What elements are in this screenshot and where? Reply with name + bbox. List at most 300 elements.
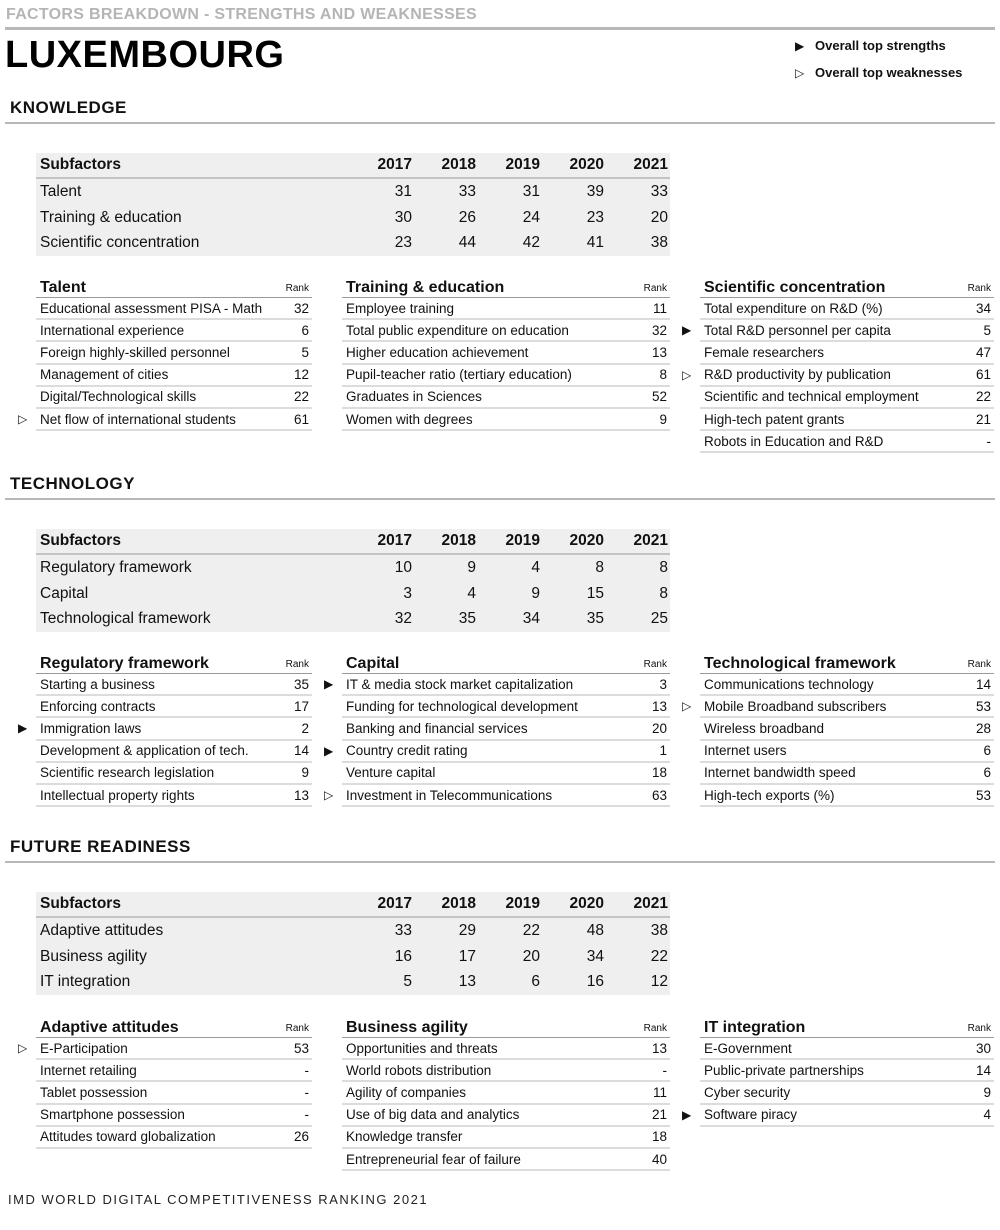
criteria-label: Higher education achievement [346, 344, 529, 360]
criteria-table-capital [324, 650, 670, 807]
criteria-row [36, 1105, 312, 1127]
criteria-row [700, 409, 994, 431]
legend-strength-label: Overall top strengths [815, 38, 946, 53]
weakness-marker-icon: ▷ [682, 699, 692, 714]
criteria-row [700, 298, 994, 320]
criteria-rank: 17 [293, 698, 309, 714]
strength-marker-icon: ▶ [324, 677, 334, 691]
report-label: FACTORS BREAKDOWN - STRENGTHS AND WEAKNESSES [6, 6, 477, 23]
subfactor-rank: 8 [659, 558, 668, 576]
subfactors-header-row [36, 153, 670, 179]
subfactor-rank: 24 [522, 208, 540, 226]
criteria-label: Communications technology [704, 676, 874, 692]
subfactor-rank: 22 [522, 921, 540, 939]
subfactor-name: Training & education [40, 208, 182, 226]
subfactors-header-row [36, 892, 670, 918]
criteria-label: Net flow of international students [40, 411, 236, 427]
criteria-header [700, 274, 994, 298]
rank-header: Rank [285, 1023, 309, 1034]
criteria-title: Capital [346, 655, 400, 672]
criteria-row [18, 718, 312, 740]
criteria-header [36, 274, 312, 298]
subfactor-rank: 33 [394, 921, 412, 939]
subfactor-rank: 30 [394, 208, 412, 226]
criteria-row [36, 320, 312, 342]
criteria-label: Immigration laws [40, 720, 142, 736]
subfactor-rank: 38 [650, 234, 668, 252]
criteria-rank: 32 [293, 300, 309, 316]
criteria-row [36, 763, 312, 785]
criteria-label: R&D productivity by publication [704, 367, 891, 383]
rank-header: Rank [643, 659, 667, 670]
criteria-label: Development & application of tech. [40, 743, 249, 759]
criteria-row [36, 1127, 312, 1149]
subfactor-row [36, 581, 670, 607]
subfactor-rank: 8 [659, 584, 668, 602]
criteria-row [342, 1038, 670, 1060]
subfactor-rank: 16 [394, 947, 412, 965]
criteria-label: Scientific and technical employment [704, 389, 919, 405]
criteria-row [324, 674, 670, 696]
year-header: 2018 [441, 895, 476, 912]
criteria-rank: 47 [975, 344, 991, 360]
legend-weaknesses [795, 65, 962, 80]
criteria-rank: 26 [293, 1129, 309, 1145]
strength-marker-icon: ▶ [18, 721, 28, 736]
subfactor-rank: 33 [650, 182, 668, 200]
criteria-row [342, 387, 670, 409]
criteria-rank: 3 [659, 676, 667, 692]
criteria-row [700, 718, 994, 740]
criteria-row [682, 1105, 994, 1127]
criteria-rank: 28 [975, 720, 991, 736]
criteria-table-talent [18, 274, 312, 431]
criteria-row [342, 763, 670, 785]
year-header: 2019 [505, 532, 540, 549]
criteria-rank: 11 [652, 1084, 667, 1100]
subfactor-rank: 39 [586, 182, 604, 200]
legend-weakness-label: Overall top weaknesses [815, 65, 963, 80]
criteria-row [36, 298, 312, 320]
criteria-label: Women with degrees [346, 411, 473, 427]
criteria-label: Foreign highly-skilled personnel [40, 344, 230, 360]
criteria-rank: 9 [983, 1084, 991, 1100]
criteria-row [342, 696, 670, 718]
criteria-row [700, 387, 994, 409]
weakness-marker-icon: ▷ [682, 367, 692, 382]
subfactor-rank: 34 [522, 610, 540, 628]
criteria-rank: 13 [651, 344, 667, 360]
criteria-table-training-education [342, 274, 670, 431]
criteria-row [700, 1060, 994, 1082]
subfactor-name: Regulatory framework [40, 558, 192, 576]
criteria-rank: - [304, 1084, 309, 1100]
page-title: LUXEMBOURG [5, 34, 285, 76]
criteria-rank: 14 [975, 1062, 991, 1078]
subfactor-rank: 35 [586, 610, 604, 628]
weakness-marker-icon: ▷ [795, 66, 805, 80]
subfactor-name: Capital [40, 584, 89, 602]
criteria-title: Adaptive attitudes [40, 1019, 179, 1036]
subfactor-name: Scientific concentration [40, 234, 200, 252]
subfactor-rank: 31 [394, 182, 412, 200]
criteria-label: Starting a business [40, 676, 155, 692]
subfactor-rank: 22 [650, 947, 668, 965]
year-header: 2021 [633, 895, 668, 912]
subfactors-header: Subfactors [40, 895, 121, 912]
criteria-row [36, 365, 312, 387]
subfactor-row [36, 969, 670, 995]
criteria-table-scientific-concentration [682, 274, 994, 453]
criteria-label: World robots distribution [346, 1062, 492, 1078]
criteria-header [342, 650, 670, 674]
criteria-row [342, 1127, 670, 1149]
subfactor-rank: 35 [458, 610, 476, 628]
criteria-label: Agility of companies [346, 1084, 467, 1100]
criteria-label: Tablet possession [40, 1084, 148, 1100]
criteria-label: Total public expenditure on education [346, 322, 569, 338]
criteria-label: Scientific research legislation [40, 765, 215, 781]
subfactor-rank: 8 [595, 558, 604, 576]
rank-header: Rank [285, 659, 309, 670]
criteria-rank: 13 [293, 787, 309, 803]
criteria-title: IT integration [704, 1019, 806, 1036]
criteria-table-business-agility [342, 1014, 670, 1171]
year-header: 2017 [377, 532, 412, 549]
subfactor-rank: 48 [586, 921, 604, 939]
subfactor-name: Adaptive attitudes [40, 921, 164, 939]
criteria-row [700, 1082, 994, 1104]
subfactors-table [36, 153, 670, 256]
criteria-table-it-integration [682, 1014, 994, 1127]
criteria-label: Attitudes toward globalization [40, 1129, 216, 1145]
subfactor-rank: 38 [650, 921, 668, 939]
year-header: 2021 [633, 156, 668, 173]
criteria-rank: 6 [983, 743, 991, 759]
criteria-header [36, 650, 312, 674]
criteria-header [700, 1014, 994, 1038]
subfactor-rank: 20 [522, 947, 540, 965]
subfactor-rank: 4 [531, 558, 540, 576]
section-title-future-readiness: FUTURE READINESS [10, 837, 191, 856]
criteria-label: Entrepreneurial fear of failure [346, 1151, 521, 1167]
subfactor-name: Talent [40, 182, 82, 200]
criteria-label: Management of cities [40, 367, 169, 383]
criteria-label: High-tech exports (%) [704, 787, 835, 803]
criteria-row [682, 365, 994, 387]
subfactors-table [36, 529, 670, 632]
criteria-label: Graduates in Sciences [346, 389, 482, 405]
rank-header: Rank [967, 659, 991, 670]
subfactor-rank: 31 [522, 182, 540, 200]
subfactors-table [36, 892, 670, 995]
weakness-marker-icon: ▷ [18, 1041, 28, 1055]
criteria-label: Software piracy [704, 1107, 798, 1123]
criteria-label: High-tech patent grants [704, 411, 845, 427]
criteria-rank: 61 [293, 411, 309, 427]
criteria-row [682, 696, 994, 718]
subfactor-rank: 23 [586, 208, 604, 226]
criteria-rank: 5 [983, 322, 991, 338]
rank-header: Rank [643, 283, 667, 294]
criteria-rank: 63 [651, 787, 667, 803]
criteria-row [700, 763, 994, 785]
criteria-row [36, 785, 312, 807]
section-title-technology: TECHNOLOGY [10, 474, 135, 493]
strength-marker-icon: ▶ [682, 323, 692, 338]
criteria-header [700, 650, 994, 674]
rank-header: Rank [967, 283, 991, 294]
subfactor-rank: 25 [650, 610, 668, 628]
section-divider [5, 122, 995, 124]
criteria-label: IT & media stock market capitalization [346, 676, 574, 692]
criteria-label: Banking and financial services [346, 720, 528, 736]
year-header: 2019 [505, 156, 540, 173]
criteria-row [36, 387, 312, 409]
strength-marker-icon: ▶ [795, 39, 805, 53]
criteria-rank: 22 [975, 389, 991, 405]
criteria-label: Public-private partnerships [704, 1062, 864, 1078]
criteria-label: Cyber security [704, 1084, 791, 1100]
criteria-rank: 53 [975, 787, 991, 803]
criteria-rank: 52 [651, 389, 667, 405]
criteria-row [700, 741, 994, 763]
criteria-row [700, 785, 994, 807]
criteria-label: Internet bandwidth speed [704, 765, 856, 781]
criteria-rank: 11 [652, 300, 667, 316]
criteria-label: Smartphone possession [40, 1107, 185, 1123]
subfactor-rank: 15 [586, 584, 604, 602]
year-header: 2017 [377, 895, 412, 912]
criteria-rank: 9 [659, 411, 667, 427]
section-divider [5, 861, 995, 863]
criteria-rank: 40 [651, 1151, 667, 1167]
criteria-row [36, 674, 312, 696]
criteria-header [342, 274, 670, 298]
criteria-row [36, 741, 312, 763]
subfactor-rank: 26 [458, 208, 476, 226]
criteria-rank: 12 [293, 367, 309, 383]
criteria-rank: 13 [651, 1040, 667, 1056]
criteria-row [18, 1038, 312, 1060]
criteria-rank: 21 [975, 411, 991, 427]
criteria-rank: 30 [975, 1040, 991, 1056]
subfactor-row [36, 205, 670, 231]
criteria-rank: 34 [975, 300, 991, 316]
criteria-title: Regulatory framework [40, 655, 209, 672]
criteria-label: Pupil-teacher ratio (tertiary education) [346, 367, 572, 383]
criteria-rank: 35 [293, 676, 309, 692]
criteria-rank: - [304, 1062, 309, 1078]
criteria-rank: - [304, 1107, 309, 1123]
subfactors-header: Subfactors [40, 156, 121, 173]
subfactor-rank: 16 [586, 973, 604, 991]
criteria-title: Training & education [346, 279, 505, 296]
subfactor-rank: 33 [458, 182, 476, 200]
criteria-label: E-Participation [40, 1040, 128, 1056]
criteria-label: Mobile Broadband subscribers [704, 698, 887, 714]
criteria-rank: - [986, 433, 991, 449]
subfactor-rank: 6 [531, 973, 540, 991]
criteria-rank: 61 [975, 367, 991, 383]
rank-header: Rank [967, 1023, 991, 1034]
rank-header: Rank [643, 1023, 667, 1034]
weakness-marker-icon: ▷ [18, 411, 28, 426]
criteria-label: Educational assessment PISA - Math [40, 300, 263, 316]
criteria-label: Enforcing contracts [40, 698, 156, 714]
criteria-header [342, 1014, 670, 1038]
subfactor-rank: 29 [458, 921, 476, 939]
subfactor-rank: 3 [403, 584, 412, 602]
criteria-rank: 6 [983, 765, 991, 781]
criteria-row [36, 1060, 312, 1082]
criteria-row [342, 409, 670, 431]
subfactor-rank: 23 [394, 234, 412, 252]
year-header: 2020 [569, 156, 604, 173]
criteria-row [324, 785, 670, 807]
subfactor-rank: 9 [467, 558, 476, 576]
criteria-rank: 8 [659, 367, 667, 383]
criteria-row [36, 342, 312, 364]
subfactor-rank: 5 [403, 973, 412, 991]
criteria-rank: 5 [301, 344, 309, 360]
section-title-knowledge: KNOWLEDGE [10, 98, 127, 117]
year-header: 2020 [569, 532, 604, 549]
subfactor-rank: 20 [650, 208, 668, 226]
criteria-row [342, 1060, 670, 1082]
criteria-row [342, 718, 670, 740]
criteria-label: Total expenditure on R&D (%) [704, 300, 883, 316]
weakness-marker-icon: ▷ [324, 787, 334, 802]
criteria-rank: 18 [651, 765, 667, 781]
criteria-row [36, 696, 312, 718]
criteria-label: Internet users [704, 743, 787, 759]
criteria-table-adaptive-attitudes [18, 1014, 312, 1149]
criteria-title: Scientific concentration [704, 279, 886, 296]
criteria-table-regulatory-framework [18, 650, 312, 807]
criteria-table-technological-framework [682, 650, 994, 807]
criteria-rank: 21 [651, 1107, 667, 1123]
criteria-label: Use of big data and analytics [346, 1107, 520, 1123]
subfactor-rank: 41 [586, 234, 604, 252]
criteria-rank: 1 [659, 743, 667, 759]
criteria-label: Opportunities and threats [346, 1040, 498, 1056]
subfactor-name: Technological framework [40, 610, 211, 628]
subfactor-rank: 17 [458, 947, 476, 965]
year-header: 2019 [505, 895, 540, 912]
criteria-label: Robots in Education and R&D [704, 433, 884, 449]
subfactor-rank: 32 [394, 610, 412, 628]
criteria-rank: 14 [293, 743, 309, 759]
criteria-row [342, 1149, 670, 1171]
subfactor-rank: 9 [531, 584, 540, 602]
criteria-rank: 6 [301, 322, 309, 338]
criteria-row [324, 741, 670, 763]
subfactor-row [36, 606, 670, 632]
criteria-row [342, 1105, 670, 1127]
criteria-row [700, 1038, 994, 1060]
criteria-label: Intellectual property rights [40, 787, 195, 803]
criteria-rank: 13 [651, 698, 667, 714]
criteria-label: Total R&D personnel per capita [704, 322, 891, 338]
criteria-title: Business agility [346, 1019, 468, 1036]
subfactor-rank: 34 [586, 947, 604, 965]
criteria-row [700, 342, 994, 364]
criteria-row [700, 674, 994, 696]
criteria-row [36, 1082, 312, 1104]
subfactor-row [36, 944, 670, 970]
criteria-label: Knowledge transfer [346, 1129, 463, 1145]
subfactor-rank: 12 [650, 973, 668, 991]
subfactor-row [36, 918, 670, 944]
subfactors-header-row [36, 529, 670, 555]
criteria-label: Country credit rating [346, 743, 468, 759]
section-divider [5, 498, 995, 500]
criteria-label: Internet retailing [40, 1062, 137, 1078]
subfactor-name: Business agility [40, 947, 147, 965]
criteria-row [700, 431, 994, 453]
criteria-rank: 2 [301, 720, 309, 736]
criteria-row [342, 298, 670, 320]
criteria-rank: 32 [651, 322, 667, 338]
footer-text: IMD WORLD DIGITAL COMPETITIVENESS RANKING 2021 [8, 1192, 429, 1207]
criteria-label: Investment in Telecommunications [346, 787, 553, 803]
criteria-row [18, 409, 312, 431]
criteria-rank: 53 [975, 698, 991, 714]
subfactor-rank: 4 [467, 584, 476, 602]
top-divider [5, 27, 995, 30]
criteria-header [36, 1014, 312, 1038]
subfactor-row [36, 230, 670, 256]
criteria-label: Digital/Technological skills [40, 389, 197, 405]
criteria-title: Technological framework [704, 655, 896, 672]
criteria-row [342, 342, 670, 364]
criteria-rank: 22 [293, 389, 309, 405]
criteria-title: Talent [40, 279, 86, 296]
rank-header: Rank [285, 283, 309, 294]
criteria-row [682, 320, 994, 342]
subfactor-row [36, 555, 670, 581]
criteria-label: Venture capital [346, 765, 436, 781]
criteria-label: Funding for technological development [346, 698, 578, 714]
criteria-rank: 20 [651, 720, 667, 736]
strength-marker-icon: ▶ [324, 743, 334, 758]
year-header: 2017 [377, 156, 412, 173]
criteria-rank: 53 [293, 1040, 309, 1056]
subfactor-rank: 42 [522, 234, 540, 252]
year-header: 2020 [569, 895, 604, 912]
subfactor-rank: 44 [458, 234, 476, 252]
criteria-rank: - [662, 1062, 667, 1078]
criteria-rank: 18 [651, 1129, 667, 1145]
strength-marker-icon: ▶ [682, 1107, 692, 1122]
criteria-label: Wireless broadband [704, 720, 825, 736]
criteria-row [342, 320, 670, 342]
year-header: 2021 [633, 532, 668, 549]
year-header: 2018 [441, 156, 476, 173]
subfactor-rank: 13 [458, 973, 476, 991]
subfactors-header: Subfactors [40, 532, 121, 549]
criteria-rank: 4 [983, 1107, 991, 1123]
criteria-label: Female researchers [704, 344, 825, 360]
criteria-label: E-Government [704, 1040, 792, 1056]
subfactor-name: IT integration [40, 973, 131, 991]
criteria-rank: 9 [301, 765, 309, 781]
subfactor-row [36, 179, 670, 205]
year-header: 2018 [441, 532, 476, 549]
criteria-label: Employee training [346, 300, 455, 316]
criteria-rank: 14 [975, 676, 991, 692]
